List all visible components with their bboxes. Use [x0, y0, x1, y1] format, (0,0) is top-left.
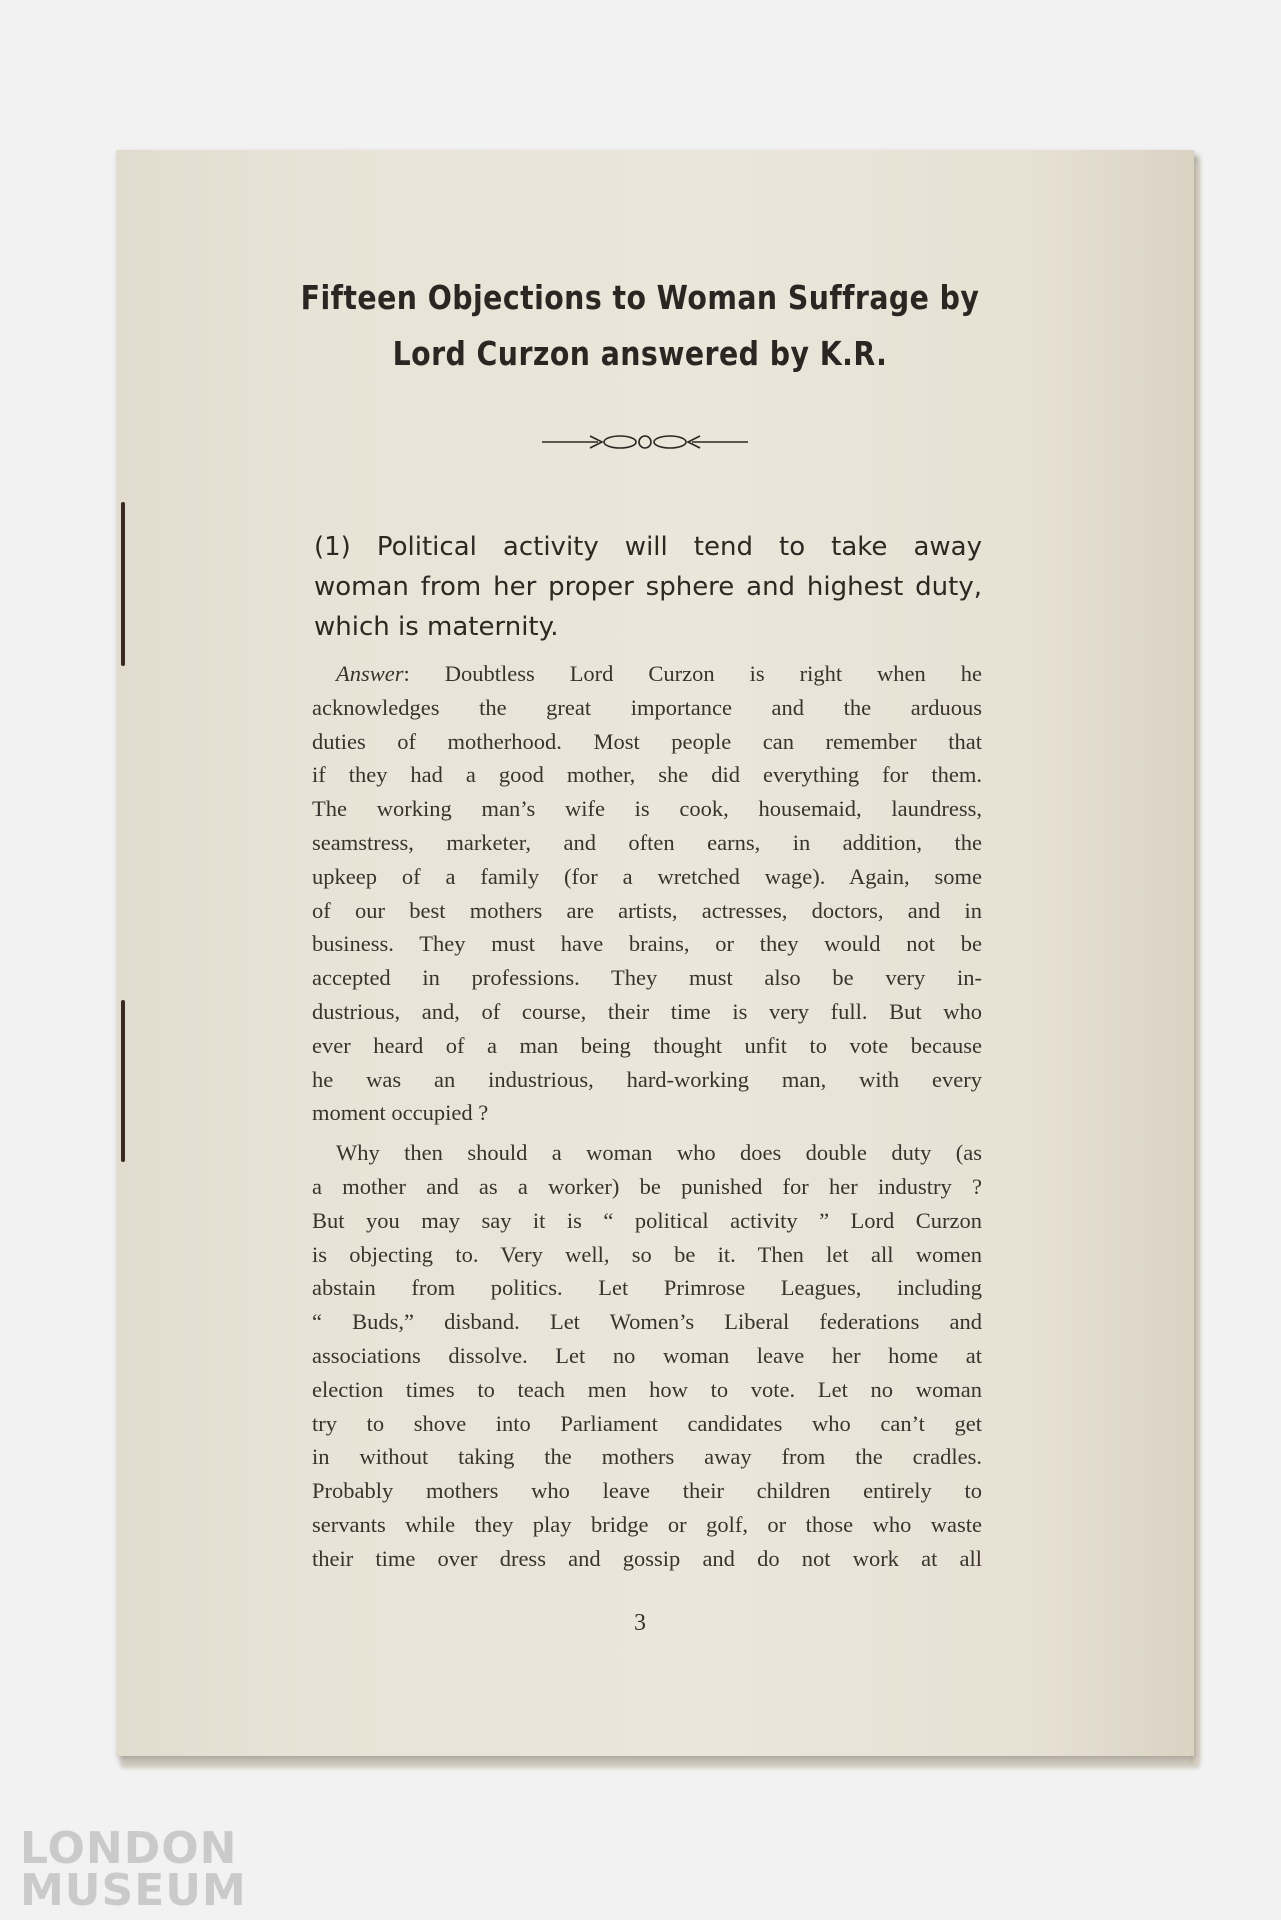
body-line: seamstress, marketer, and often earns, in addition, the: [312, 829, 982, 855]
body-line: But you may say it is “ political activity ” Lord Curzon: [312, 1207, 982, 1233]
body-line: accepted in professions. They must also be very in-: [312, 965, 982, 991]
body-line: ever heard of a man being thought unfit to vote because: [312, 1032, 982, 1058]
body-line: abstain from politics. Let Primrose Leagues, including: [312, 1275, 982, 1301]
heading-line: which is maternity.: [314, 612, 559, 642]
document-title: [262, 270, 1019, 382]
body-line: moment occupied ?: [312, 1100, 489, 1126]
body-line: Why then should a woman who does double duty (as: [336, 1140, 982, 1166]
binding-stitch-bottom: [121, 1000, 125, 1162]
title-line-2: Lord Curzon answered by K.R.: [392, 334, 888, 373]
body-line: acknowledges the great importance and the arduous: [312, 694, 982, 720]
body-line: he was an industrious, hard-working man, with every: [312, 1066, 982, 1092]
answer-label: Answer: [336, 661, 404, 686]
heading-line: woman from her proper sphere and highest duty,: [314, 572, 982, 602]
body-line: associations dissolve. Let no woman leave her home at: [312, 1342, 982, 1368]
watermark-line-2: MUSEUM: [20, 1865, 247, 1916]
scroll-flourish-divider-icon: [540, 430, 750, 454]
answer-body: [312, 657, 982, 1576]
body-line: if they had a good mother, she did everything for them.: [312, 762, 982, 788]
body-line: their time over dress and gossip and do not work at all: [312, 1545, 982, 1571]
body-line: is objecting to. Very well, so be it. Then let all women: [312, 1241, 982, 1267]
binding-stitch-top: [121, 502, 125, 666]
body-line: business. They must have brains, or they would not be: [312, 931, 982, 957]
body-line: “ Buds,” disband. Let Women’s Liberal federations and: [312, 1309, 982, 1335]
body-line: Probably mothers who leave their children entirely to: [312, 1478, 982, 1504]
body-line: The working man’s wife is cook, housemaid, laundress,: [312, 796, 982, 822]
body-line: a mother and as a worker) be punished for her industry ?: [312, 1173, 982, 1199]
page-number: 3: [634, 1610, 646, 1636]
body-line: dustrious, and, of course, their time is very full. But who: [312, 998, 982, 1024]
body-line: of our best mothers are artists, actresses, doctors, and in: [312, 897, 982, 923]
body-line: servants while they play bridge or golf, or those who waste: [312, 1511, 982, 1537]
answer-line-text: : Doubtless Lord Curzon is right when he: [403, 661, 982, 686]
body-line: duties of motherhood. Most people can remember that: [312, 728, 982, 754]
body-line: try to shove into Parliament candidates who can’t get: [312, 1410, 982, 1436]
body-line: in without taking the mothers away from the cradles.: [312, 1444, 982, 1470]
title-line-1: Fifteen Objections to Woman Suffrage by: [300, 278, 980, 317]
watermark-line-1: LONDON: [20, 1823, 238, 1874]
body-line: [312, 657, 982, 691]
body-line: upkeep of a family (for a wretched wage). Again, some: [312, 863, 982, 889]
museum-watermark-logo: [20, 1823, 247, 1916]
objection-heading: [314, 527, 982, 647]
heading-line: (1) Political activity will tend to take away: [314, 532, 982, 562]
body-line: election times to teach men how to vote. Let no woman: [312, 1376, 982, 1402]
